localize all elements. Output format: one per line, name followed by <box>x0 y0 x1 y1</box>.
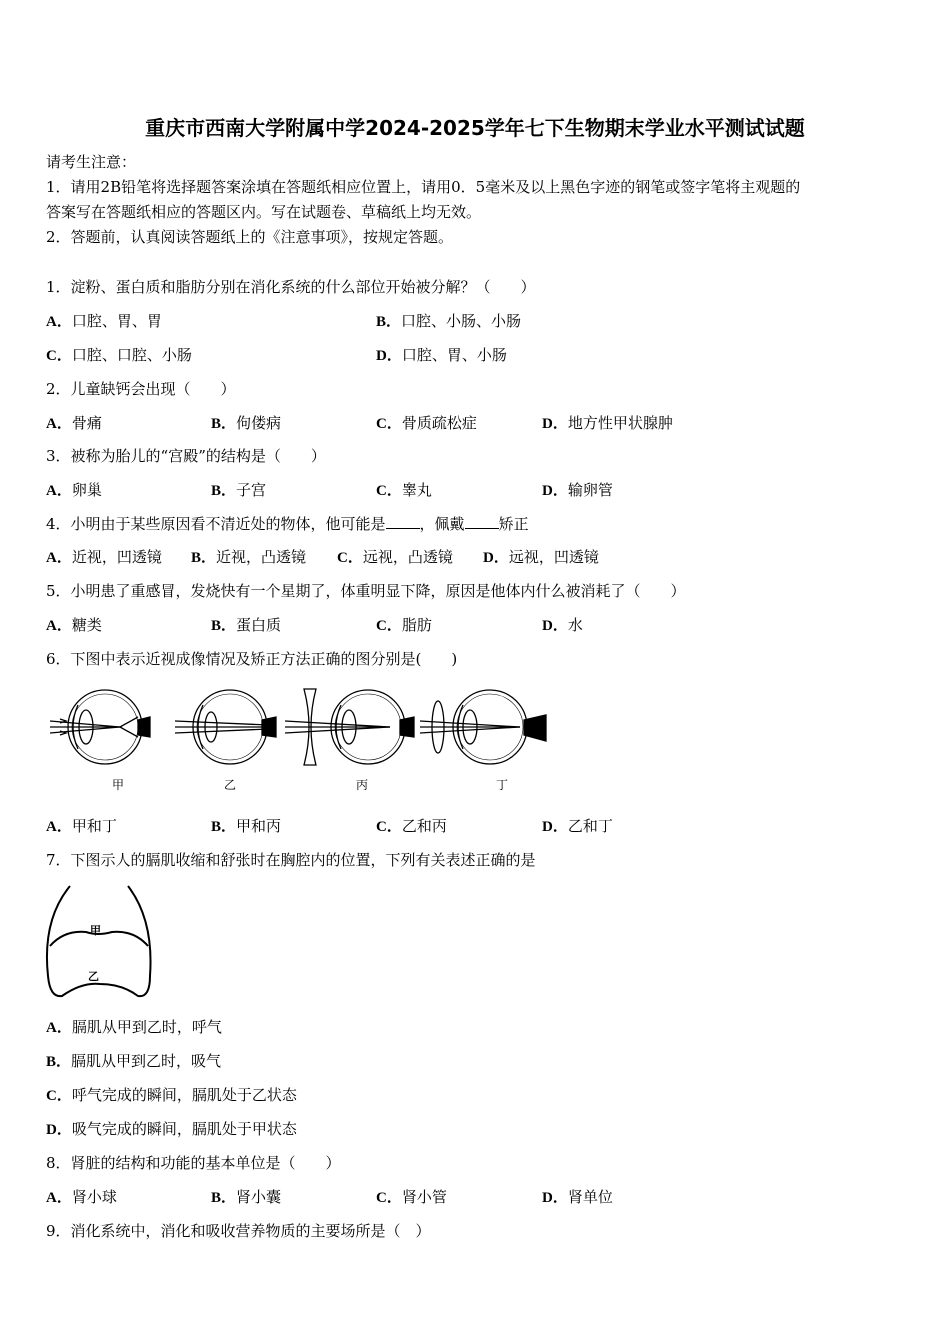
q2-option-a: A．骨痛 <box>46 414 102 432</box>
q5-option-a: A．糖类 <box>46 616 102 634</box>
question-7-stem: 7．下图示人的膈肌收缩和舒张时在胸腔内的位置，下列有关表述正确的是 <box>46 851 536 869</box>
question-5-stem: 5．小明患了重感冒，发烧快有一个星期了，体重明显下降，原因是他体内什么被消耗了（ ） <box>46 582 686 600</box>
q7-option-b: B．膈肌从甲到乙时，吸气 <box>46 1052 222 1070</box>
q3-option-a: A．卵巢 <box>46 481 102 499</box>
q4-option-c: C．远视，凸透镜 <box>337 548 453 566</box>
question-2-stem: 2．儿童缺钙会出现（ ） <box>46 380 236 398</box>
q6-option-c: C．乙和丙 <box>376 817 447 835</box>
eye-diagram-yi <box>175 690 276 764</box>
q4-option-a: A．近视，凹透镜 <box>46 548 162 566</box>
q4-option-b: B．近视，凸透镜 <box>191 548 307 566</box>
q8-option-a: A．肾小球 <box>46 1188 117 1206</box>
diaphragm-label-jia: 甲 <box>90 924 101 937</box>
question-6-stem: 6．下图中表示近视成像情况及矫正方法正确的图分别是( ) <box>46 650 458 668</box>
q7-option-a: A．膈肌从甲到乙时，呼气 <box>46 1018 222 1036</box>
answer-blank-1 <box>386 514 420 529</box>
fig-label-jia: 甲 <box>112 778 125 792</box>
eye-diagrams-figure <box>50 685 560 800</box>
question-8-stem: 8．肾脏的结构和功能的基本单位是（ ） <box>46 1154 341 1172</box>
q2-option-c: C．骨质疏松症 <box>376 414 477 432</box>
q4-option-d: D．远视，凹透镜 <box>483 548 599 566</box>
q1-option-d: D．口腔、胃、小肠 <box>376 346 507 364</box>
notice-line-2: 2．答题前，认真阅读答题纸上的《注意事项》，按规定答题。 <box>46 228 454 246</box>
q7-option-c: C．呼气完成的瞬间，膈肌处于乙状态 <box>46 1086 297 1104</box>
question-1-stem: 1．淀粉、蛋白质和脂肪分别在消化系统的什么部位开始被分解？（ ） <box>46 278 536 296</box>
q1-option-a: A．口腔、胃、胃 <box>46 312 162 330</box>
q1-option-c: C．口腔、口腔、小肠 <box>46 346 192 364</box>
question-3-stem: 3．被称为胎儿的“宫殿”的结构是（ ） <box>46 447 326 465</box>
q5-option-d: D．水 <box>542 616 583 634</box>
eye-diagram-bing <box>285 689 414 765</box>
q8-option-b: B．肾小囊 <box>211 1188 282 1206</box>
q3-option-b: B．子宫 <box>211 481 267 499</box>
q6-option-b: B．甲和丙 <box>211 817 282 835</box>
q6-option-a: A．甲和丁 <box>46 817 117 835</box>
notice-line-1a: 1．请用2B铅笔将选择题答案涂填在答题纸相应位置上，请用0．5毫米及以上黑色字迹的钢笔或签字笔将主观题的 <box>46 178 801 196</box>
fig-label-bing: 丙 <box>356 778 369 792</box>
q7-option-d: D．吸气完成的瞬间，膈肌处于甲状态 <box>46 1120 297 1138</box>
q3-option-c: C．睾丸 <box>376 481 432 499</box>
fig-label-ding: 丁 <box>496 778 509 792</box>
notice-heading: 请考生注意： <box>46 153 137 171</box>
page-title: 重庆市西南大学附属中学2024-2025学年七下生物期末学业水平测试试题 <box>145 116 805 140</box>
q6-option-d: D．乙和丁 <box>542 817 613 835</box>
q2-option-d: D．地方性甲状腺肿 <box>542 414 673 432</box>
q8-option-d: D．肾单位 <box>542 1188 613 1206</box>
q5-option-c: C．脂肪 <box>376 616 432 634</box>
answer-blank-2 <box>465 514 499 529</box>
eye-diagram-ding <box>420 690 546 764</box>
notice-line-1b: 答案写在答题纸相应的答题区内。写在试题卷、草稿纸上均无效。 <box>46 203 482 221</box>
eye-diagram-jia <box>50 690 150 764</box>
q1-option-b: B．口腔、小肠、小肠 <box>376 312 522 330</box>
q5-option-b: B．蛋白质 <box>211 616 282 634</box>
q3-option-d: D．输卵管 <box>542 481 613 499</box>
fig-label-yi: 乙 <box>224 778 237 792</box>
q8-option-c: C．肾小管 <box>376 1188 447 1206</box>
q2-option-b: B．佝偻病 <box>211 414 282 432</box>
diaphragm-figure <box>42 880 154 1002</box>
question-4-stem: 4．小明由于某些原因看不清近处的物体，他可能是 ，佩戴 矫正 <box>46 515 529 533</box>
question-9-stem: 9．消化系统中，消化和吸收营养物质的主要场所是（ ） <box>46 1222 431 1240</box>
diaphragm-label-yi: 乙 <box>88 970 99 983</box>
